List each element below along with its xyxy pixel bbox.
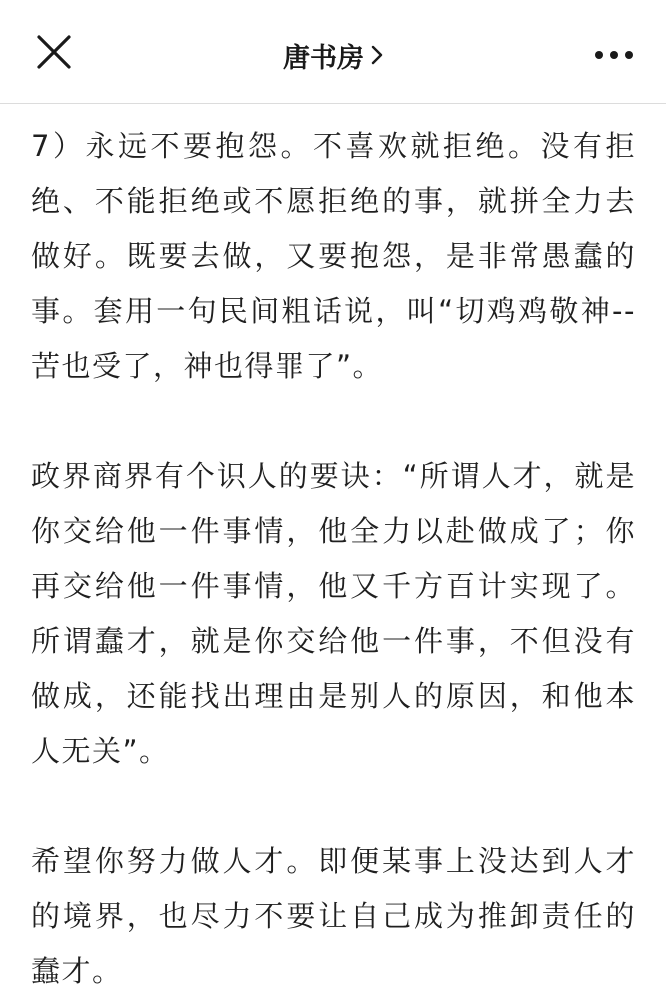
account-title-link[interactable] bbox=[0, 33, 666, 77]
page-title: 唐书房 bbox=[283, 42, 364, 74]
more-horizontal-icon bbox=[594, 45, 634, 64]
article-body bbox=[0, 119, 666, 999]
paragraph: 政界商界有个识人的要诀：“所谓人才，就是你交给他一件事情，他全力以赴做成了；你再交给他一件事情，他又千方百计实现了。所谓蠢才，就是你交给他一件事，不但没有做成，还能找出理由是别人的原因，和他本人无关”。 bbox=[31, 459, 636, 768]
paragraph: 7）永远不要抱怨。不喜欢就拒绝。没有拒绝、不能拒绝或不愿拒绝的事，就拼全力去做好。既要去做，又要抱怨，是非常愚蠢的事。套用一句民间粗话说，叫“切鸡鸡敬神--苦也受了，神也得罪了”。 bbox=[31, 129, 636, 383]
top-nav-bar bbox=[0, 0, 666, 104]
chevron-right-icon bbox=[371, 45, 383, 65]
more-options-button[interactable] bbox=[584, 26, 644, 82]
paragraph: 希望你努力做人才。即便某事上没达到人才的境界，也尽力不要让自己成为推卸责任的蠢才。 bbox=[31, 844, 636, 988]
